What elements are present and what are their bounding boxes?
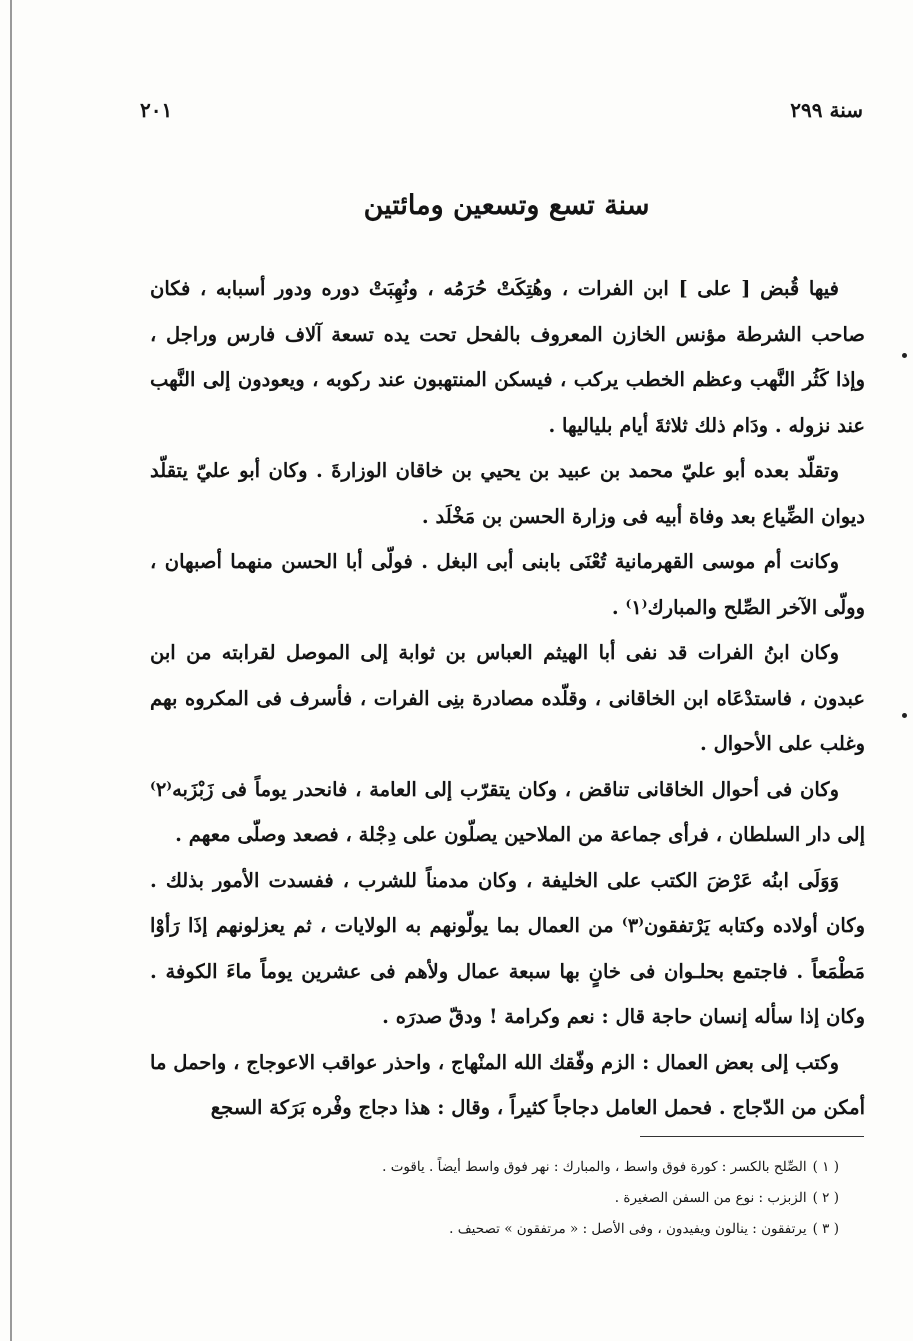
margin-mark bbox=[902, 353, 907, 358]
section-title: سنة تسع وتسعين ومائتين bbox=[363, 190, 650, 221]
footnote-number: ( ٣ ) bbox=[812, 1221, 839, 1237]
margin-mark bbox=[902, 713, 907, 718]
page-number: ٢٠١ bbox=[140, 98, 173, 122]
running-header bbox=[140, 98, 863, 128]
footnote-number: ( ٢ ) bbox=[812, 1190, 839, 1206]
paragraph: وكتب إلى بعض العمال : الزم وفّقك الله المنْهاج ، واحذر عواقب الاعوجاج ، واحمل ما أمكن من الدّجاج . فحمل العامل دجاجاً كثيراً ، وقال : هذا دجاج وفْره بَرَكة السجع bbox=[150, 1050, 865, 1119]
footnote-text: الزبزب : نوع من السفن الصغيرة . bbox=[614, 1190, 807, 1206]
footnote bbox=[150, 1183, 839, 1214]
footnote bbox=[150, 1152, 839, 1183]
running-header-year: سنة ٢٩٩ bbox=[790, 98, 863, 122]
footnote-divider bbox=[640, 1136, 864, 1137]
paragraph: وكانت أم موسى القهرمانية تُعْنَى بابنى أبى البغل . فولّى أبا الحسن منهما أصبهان ، وولّى الآخر الصِّلح والمبارك⁽١⁾ . bbox=[150, 550, 865, 619]
footnote-text: يرتفقون : ينالون ويفيدون ، وفى الأصل : « مرتفقون » تصحيف . bbox=[449, 1221, 807, 1237]
footnote bbox=[150, 1214, 839, 1245]
paragraph: وتقلّد بعده أبو عليّ محمد بن عبيد بن يحيي بن خاقان الوزارةَ . وكان أبو عليّ يتقلّد ديوان الضِّياع بعد وفاة أبيه فى وزارة الحسن بن مَخْلَد . bbox=[150, 459, 865, 528]
footnote-text: الصِّلح بالكسر : كورة فوق واسط ، والمبارك : نهر فوق واسط أيضاً . ياقوت . bbox=[382, 1159, 807, 1175]
footnote-number: ( ١ ) bbox=[812, 1159, 839, 1175]
footnotes bbox=[150, 1152, 839, 1245]
page-binding-edge bbox=[10, 0, 12, 1341]
paragraph: فيها قُبض [ على ] ابن الفرات ، وهُتِكَتْ حُرَمُه ، ونُهِبَتْ دوره ودور أسبابه ، فكان صاحب الشرطة مؤنس الخازن المعروف بالفحل تحت يده تسعة آلاف فارس وراجل ، وإذا كَثُر النَّهب وعظم الخطب يركب ، فيسكن المنتهبون عند ركوبه ، ويعودون إلى النَّهب عند نزوله . ودَام ذلك ثلاثةَ أيام بلياليها . bbox=[150, 277, 865, 437]
paragraph: وكان فى أحوال الخاقانى تناقض ، وكان يتقرّب إلى العامة ، فانحدر يوماً فى زَبْزَبه⁽٢⁾ إلى دار السلطان ، فرأى جماعة من الملاحين يصلّون على دِجْلة ، فصعد وصلّى معهم . bbox=[150, 777, 865, 846]
paragraph: وكان ابنُ الفرات قد نفى أبا الهيثم العباس بن ثوابة إلى الموصل لقرابته من ابن عبدون ، فاستدْعَاه ابن الخاقانى ، وقلّده مصادرة بنِى الفرات ، فأسرف فى المكروه بهم وغلب على الأحوال . bbox=[150, 641, 865, 755]
main-text bbox=[150, 266, 865, 1131]
paragraph: وَوَلَى ابنُه عَرْضَ الكتب على الخليفة ، وكان مدمناً للشرب ، ففسدت الأمور بذلك . وكان أولاده وكتابه يَرْتفقون⁽٣⁾ من العمال بما يولّونهم به الولايات ، ثم يعزلونهم إذَا رَأوْا مَطْمَعاً . فاجتمع بحلـوان فى خانٍ بها سبعة عمال ولأهم فى عشرين يوماً ماءَ الكوفة . وكان إذا سأله إنسان حاجة قال : نعم وكرامة ! ودقّ صدرَه . bbox=[150, 868, 866, 1028]
